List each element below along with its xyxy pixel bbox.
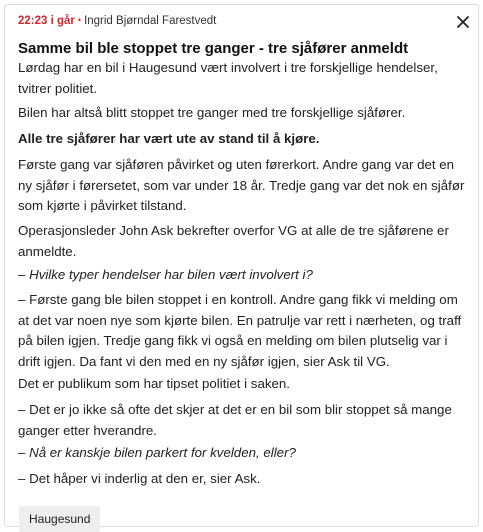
paragraph-bold: Alle tre sjåfører har vært ute av stand til å kjøre.	[18, 131, 320, 146]
paragraph: Det er publikum som har tipset politiet i saken.	[18, 376, 290, 391]
tag-haugesund[interactable]: Haugesund	[19, 506, 100, 532]
meta-separator: •	[77, 15, 82, 25]
paragraph-quote: – Det er jo ikke så ofte det skjer at det er en bil som blir stoppet så mange ganger etter hverandre.	[18, 402, 452, 438]
close-button[interactable]	[453, 12, 473, 32]
paragraph-quote: – Første gang ble bilen stoppet i en kontroll. Andre gang fikk vi melding om at det var noen nye som kjørte bilen. En patrulje var rett i nærheten, og traff på bilen igjen. Tredje gang fikk vi også en melding om bilen plutselig var i drift igjen. Da fant vi den med en ny sjåfør igjen, sier Ask til VG.	[18, 292, 462, 369]
article-title: Samme bil ble stoppet tre ganger - tre sjåfører anmeldt	[18, 40, 409, 57]
question: – Hvilke typer hendelser har bilen vært involvert i?	[18, 267, 313, 282]
author-name: Ingrid Bjørndal Farestvedt	[84, 15, 217, 27]
question: – Nå er kanskje bilen parkert for kvelden, eller?	[18, 445, 296, 460]
paragraph: Bilen har altså blitt stoppet tre ganger med tre forskjellige sjåfører.	[18, 105, 406, 120]
paragraph-quote: – Det håper vi inderlig at den er, sier Ask.	[18, 471, 261, 486]
live-update-card	[4, 4, 479, 527]
paragraph: Operasjonsleder John Ask bekrefter overfor VG at alle de tre sjåførene er anmeldte.	[18, 223, 449, 259]
paragraph: Første gang var sjåføren påvirket og uten førerkort. Andre gang var det en ny sjåfør i førersetet, som var under 18 år. Tredje gang var det nok en sjåfør som kjørte i påvirket tilstand.	[18, 157, 465, 213]
post-meta	[18, 14, 216, 29]
post-time: 22:23 i går	[18, 15, 75, 27]
close-icon	[456, 15, 470, 29]
paragraph-intro: Lørdag har en bil i Haugesund vært involvert i tre forskjellige hendelser, tvitrer politiet.	[18, 60, 438, 96]
